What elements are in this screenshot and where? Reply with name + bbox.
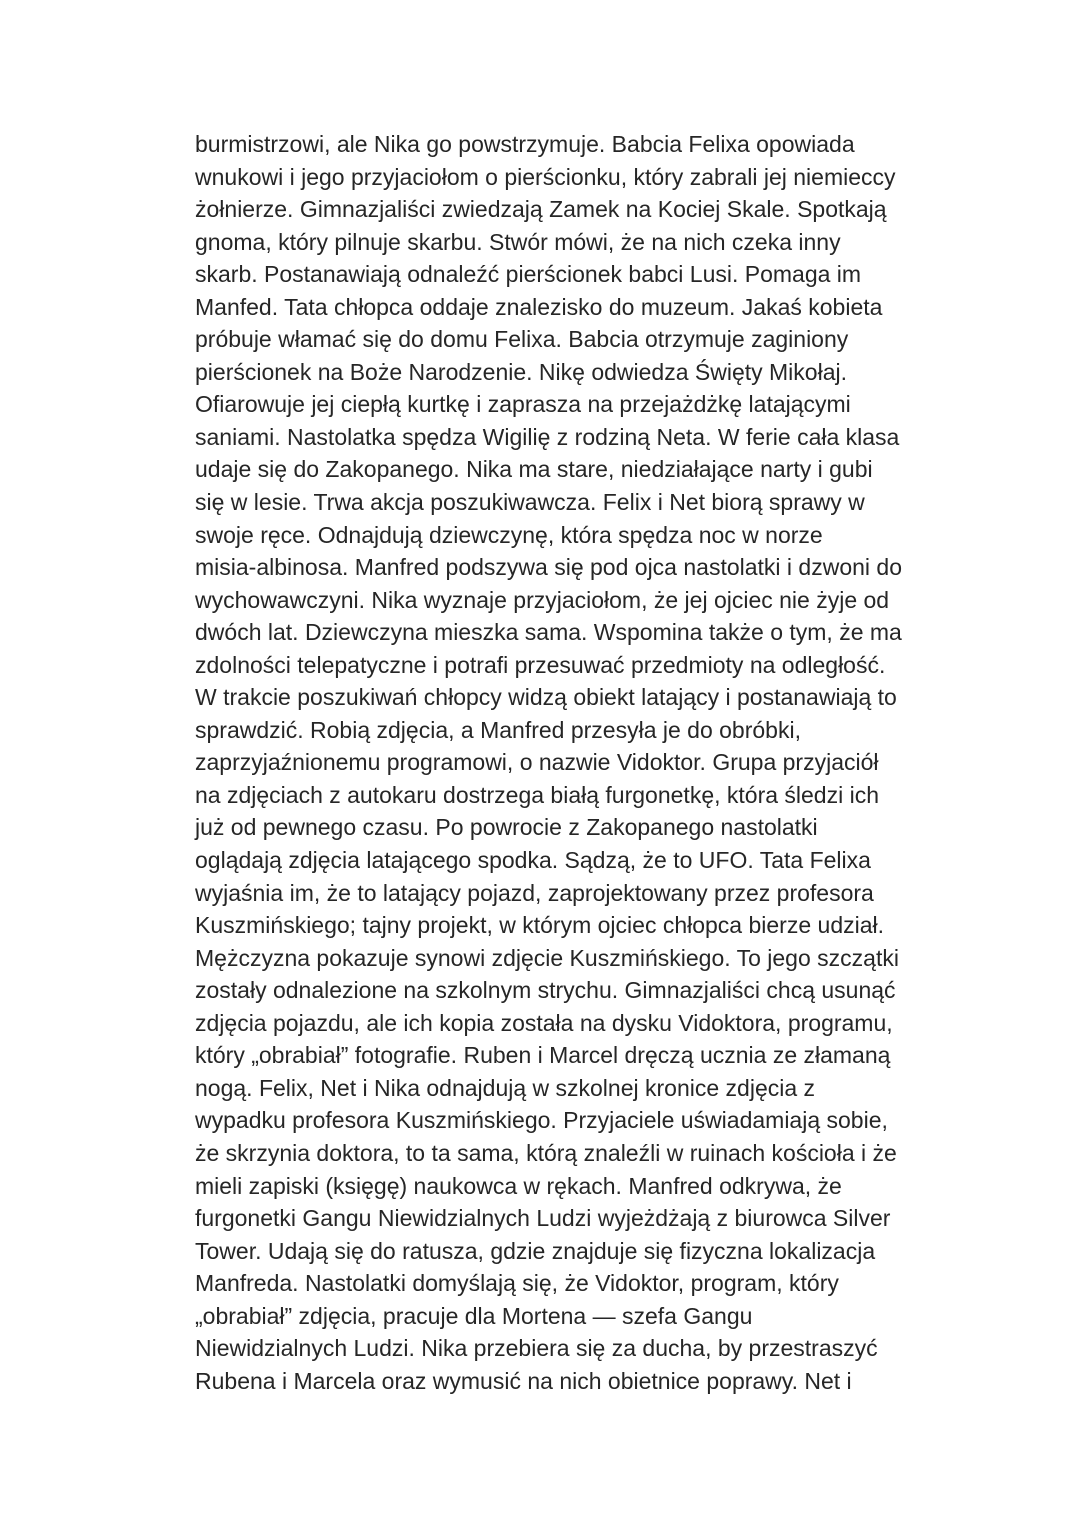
text-line: się w lesie. Trwa akcja poszukiwawcza. Felix i Net biorą sprawy w xyxy=(195,489,865,516)
text-line: wychowawczyni. Nika wyznaje przyjaciołom, że jej ojciec nie żyje od xyxy=(195,586,890,613)
text-line: oglądają zdjęcia latającego spodka. Sądzą, że to UFO. Tata Felixa xyxy=(195,847,871,874)
text-line: Mężczyzna pokazuje synowi zdjęcie Kuszmińskiego. To jego szczątki xyxy=(195,944,899,971)
text-line: pierścionek na Boże Narodzenie. Nikę odwiedza Święty Mikołaj. xyxy=(195,358,847,385)
text-line: zaprzyjaźnionemu programowi, o nazwie Vidoktor. Grupa przyjaciół xyxy=(195,749,879,776)
text-line: wypadku profesora Kuszmińskiego. Przyjaciele uświadamiają sobie, xyxy=(195,1107,888,1134)
text-line: gnoma, który pilnuje skarbu. Stwór mówi, że na nich czeka inny xyxy=(195,228,841,255)
text-line: który „obrabiał” fotografie. Ruben i Marcel dręczą ucznia ze złamaną xyxy=(195,1042,891,1069)
text-line: zostały odnalezione na szkolnym strychu. Gimnazjaliści chcą usunąć xyxy=(195,977,896,1004)
text-line: wnukowi i jego przyjaciołom o pierścionku, który zabrali jej niemieccy xyxy=(195,163,896,190)
text-line: misia-albinosa. Manfred podszywa się pod ojca nastolatki i dzwoni do xyxy=(195,554,902,581)
text-line: na zdjęciach z autokaru dostrzega białą furgonetkę, która śledzi ich xyxy=(195,781,880,808)
text-line: sprawdzić. Robią zdjęcia, a Manfred przesyła je do obróbki, xyxy=(195,716,801,743)
text-line: „obrabiał” zdjęcia, pracuje dla Mortena — szefa Gangu xyxy=(195,1302,753,1329)
text-line: furgonetki Gangu Niewidzialnych Ludzi wyjeżdżają z biurowca Silver xyxy=(195,1205,891,1232)
text-line: wyjaśnia im, że to latający pojazd, zaprojektowany przez profesora xyxy=(195,879,874,906)
text-line: dwóch lat. Dziewczyna mieszka sama. Wspomina także o tym, że ma xyxy=(195,619,902,646)
text-line: Ofiarowuje jej ciepłą kurtkę i zaprasza na przejażdżkę latającymi xyxy=(195,391,851,418)
body-text xyxy=(195,128,975,1397)
text-line: Rubena i Marcela oraz wymusić na nich obietnice poprawy. Net i xyxy=(195,1367,852,1394)
text-line: Kuszmińskiego; tajny projekt, w którym ojciec chłopca bierze udział. xyxy=(195,912,885,939)
text-line: żołnierze. Gimnazjaliści zwiedzają Zamek na Kociej Skale. Spotkają xyxy=(195,196,887,223)
text-line: próbuje włamać się do domu Felixa. Babcia otrzymuje zaginiony xyxy=(195,326,849,353)
text-line: Tower. Udają się do ratusza, gdzie znajduje się fizyczna lokalizacja xyxy=(195,1237,876,1264)
text-line: nogą. Felix, Net i Nika odnajdują w szkolnej kronice zdjęcia z xyxy=(195,1074,816,1101)
text-line: już od pewnego czasu. Po powrocie z Zakopanego nastolatki xyxy=(195,814,818,841)
text-line: Manfreda. Nastolatki domyślają się, że Vidoktor, program, który xyxy=(195,1270,839,1297)
text-line: że skrzynia doktora, to ta sama, którą znaleźli w ruinach kościoła i że xyxy=(195,1139,897,1166)
text-line: Niewidzialnych Ludzi. Nika przebiera się za ducha, by przestraszyć xyxy=(195,1335,878,1362)
text-line: udaje się do Zakopanego. Nika ma stare, niedziałające narty i gubi xyxy=(195,456,873,483)
text-line: zdolności telepatyczne i potrafi przesuwać przedmioty na odległość. xyxy=(195,651,886,678)
text-line: burmistrzowi, ale Nika go powstrzymuje. Babcia Felixa opowiada xyxy=(195,131,855,157)
text-line: mieli zapiski (księgę) naukowca w rękach. Manfred odkrywa, że xyxy=(195,1172,842,1199)
text-line: skarb. Postanawiają odnaleźć pierścionek babci Lusi. Pomaga im xyxy=(195,261,862,288)
text-line: Manfed. Tata chłopca oddaje znalezisko do muzeum. Jakaś kobieta xyxy=(195,293,883,320)
text-line: zdjęcia pojazdu, ale ich kopia została na dysku Vidoktora, programu, xyxy=(195,1009,893,1036)
text-line: swoje ręce. Odnajdują dziewczynę, która spędza noc w norze xyxy=(195,521,823,548)
text-line: saniami. Nastolatka spędza Wigilię z rodziną Neta. W ferie cała klasa xyxy=(195,423,900,450)
text-line: W trakcie poszukiwań chłopcy widzą obiekt latający i postanawiają to xyxy=(195,684,897,711)
